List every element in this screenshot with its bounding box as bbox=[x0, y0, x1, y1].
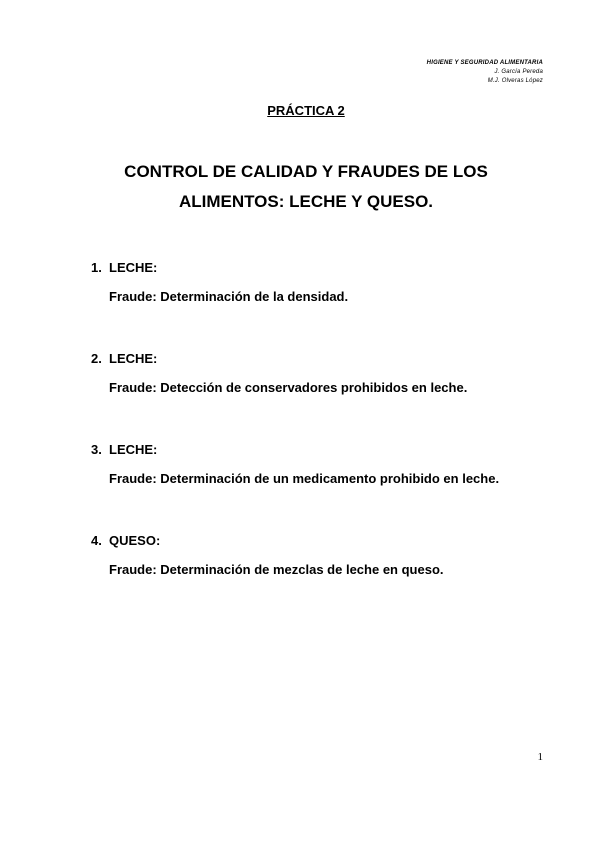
item-heading-text: QUESO: bbox=[109, 533, 161, 548]
item-heading-text: LECHE: bbox=[109, 260, 158, 275]
item-number: 2. bbox=[91, 351, 102, 366]
item-number: 4. bbox=[91, 533, 102, 548]
item-heading bbox=[91, 260, 561, 276]
page-header bbox=[427, 59, 543, 86]
item-fraud-text: Fraude: Determinación de la densidad. bbox=[109, 289, 349, 304]
title-line-2: ALIMENTOS: LECHE Y QUESO. bbox=[178, 192, 434, 211]
item-number: 1. bbox=[91, 260, 102, 275]
item-heading bbox=[91, 533, 561, 549]
author-1: J. García Pereda bbox=[494, 69, 543, 75]
list-item bbox=[91, 351, 561, 442]
item-heading bbox=[91, 351, 561, 367]
item-heading-text: LECHE: bbox=[109, 351, 158, 366]
item-fraud-text: Fraude: Detección de conservadores prohibidos en leche. bbox=[109, 380, 468, 395]
practice-list bbox=[91, 260, 561, 624]
course-name: HIGIENE Y SEGURIDAD ALIMENTARIA bbox=[426, 60, 543, 66]
item-heading bbox=[91, 442, 561, 458]
item-fraud-text: Fraude: Determinación de un medicamento prohibido en leche. bbox=[109, 471, 500, 486]
author-2: M.J. Olveras López bbox=[487, 78, 543, 84]
document-title bbox=[0, 157, 600, 217]
list-item bbox=[91, 442, 561, 533]
item-fraud-text: Fraude: Determinación de mezclas de leche en queso. bbox=[109, 562, 444, 577]
item-number: 3. bbox=[91, 442, 102, 457]
title-line-1: CONTROL DE CALIDAD Y FRAUDES DE LOS bbox=[124, 162, 488, 181]
list-item bbox=[91, 533, 561, 624]
page-number: 1 bbox=[537, 751, 543, 763]
item-heading-text: LECHE: bbox=[109, 442, 158, 457]
practice-label: PRÁCTICA 2 bbox=[267, 103, 345, 118]
list-item bbox=[91, 260, 561, 351]
